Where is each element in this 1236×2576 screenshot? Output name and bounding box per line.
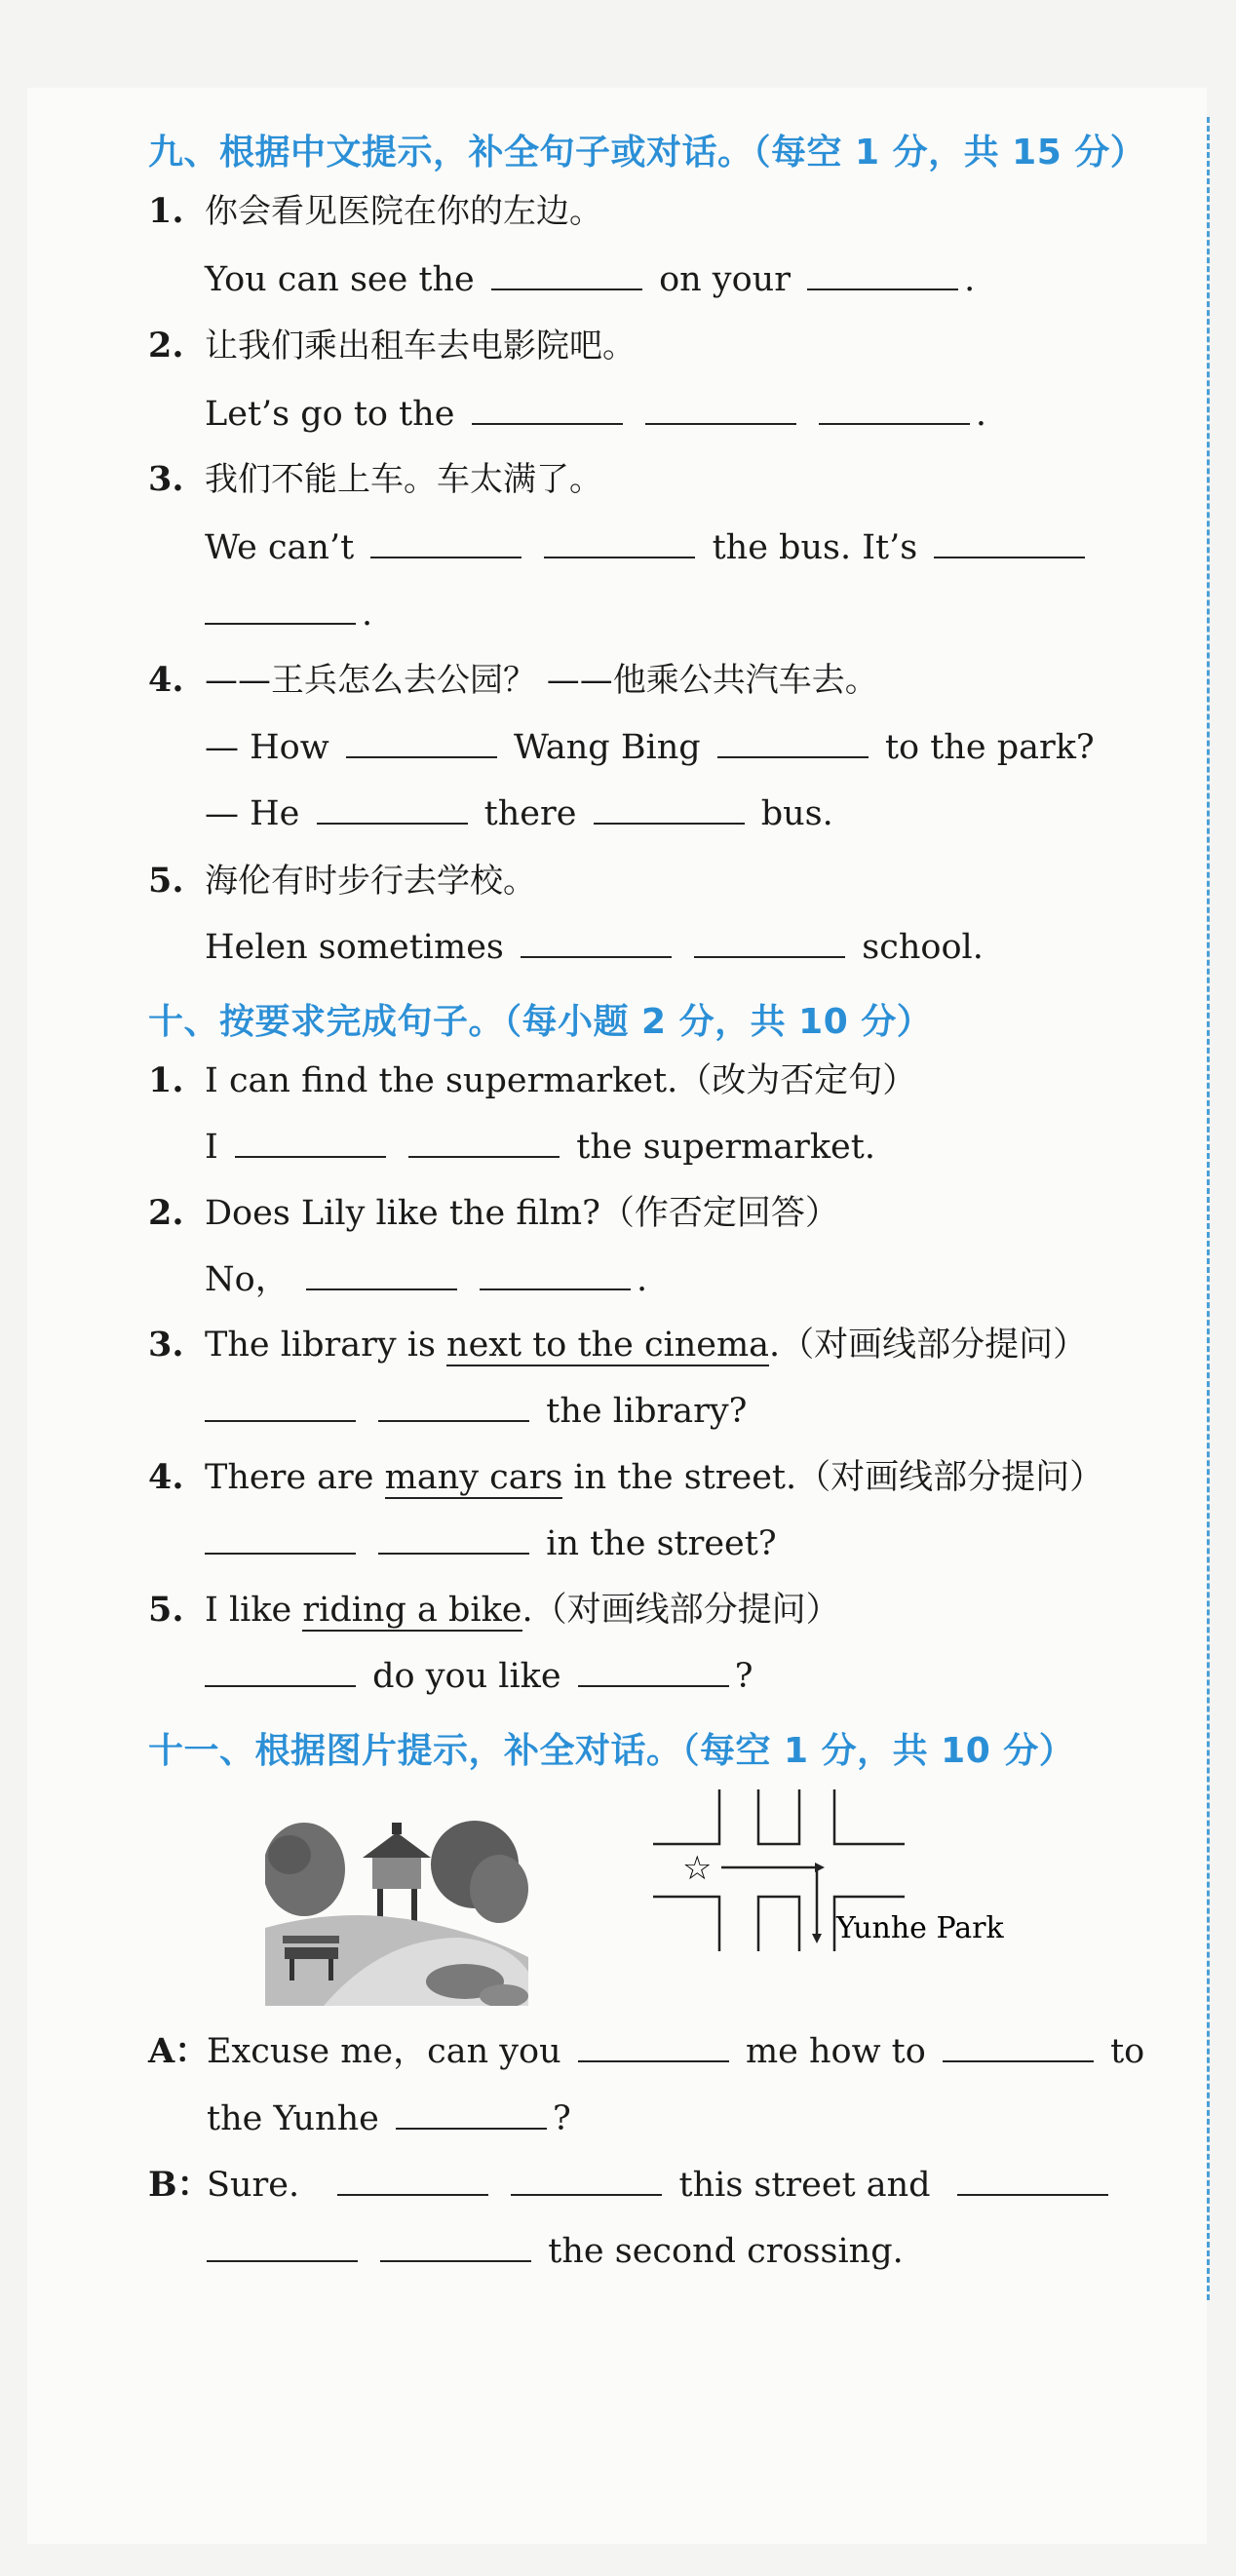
dialogue-line-a-cont — [207, 2097, 571, 2140]
sentence-text: in the street.（对画线部分提问） — [573, 1458, 1104, 1497]
answer-blank[interactable] — [511, 2165, 662, 2196]
answer-blank[interactable] — [378, 1523, 529, 1555]
answer-blank[interactable] — [807, 259, 958, 290]
answer-blank[interactable] — [594, 793, 745, 825]
item-number: 2. — [148, 326, 184, 365]
answer-blank[interactable] — [205, 1391, 356, 1422]
answer-blank[interactable] — [578, 1656, 729, 1687]
english-sentence — [205, 526, 1091, 569]
speaker-b-label: B： — [148, 2165, 212, 2205]
answer-blank[interactable] — [544, 527, 695, 558]
answer-blank[interactable] — [205, 1656, 356, 1687]
answer-blank[interactable] — [317, 793, 468, 825]
item-number: 5. — [148, 1590, 184, 1630]
section-11-title: 十一、根据图片提示，补全对话。（每空 1 分，共 10 分） — [148, 1731, 1075, 1771]
sentence-text: You can see the — [205, 260, 475, 299]
sentence-text: ? — [734, 1657, 753, 1696]
chinese-prompt: ——王兵怎么去公园？ ——他乘公共汽车去。 — [205, 661, 878, 700]
answer-line — [205, 1390, 747, 1433]
map-label-yunhe-park: Yunhe Park — [836, 1911, 1004, 1945]
item-number: 3. — [148, 1325, 184, 1365]
section-9-title: 九、根据中文提示，补全句子或对话。（每空 1 分，共 15 分） — [148, 133, 1146, 173]
route-map — [643, 1789, 1033, 1961]
dialogue-text: to — [1110, 2032, 1145, 2071]
answer-blank[interactable] — [306, 1259, 457, 1290]
dialogue-line-a — [207, 2030, 1144, 2073]
underlined-phrase: next to the cinema — [446, 1326, 770, 1365]
dialogue-text: Sure. — [207, 2166, 300, 2205]
dialogue-text: Excuse me，can you — [207, 2032, 561, 2071]
sentence-text: . — [975, 395, 986, 434]
answer-blank[interactable] — [819, 394, 970, 425]
sentence-text: — How — [205, 728, 329, 767]
sentence-text: the supermarket. — [576, 1128, 875, 1167]
answer-blank[interactable] — [346, 727, 497, 758]
sentence-text: Let’s go to the — [205, 395, 455, 434]
answer-blank[interactable] — [205, 594, 356, 625]
chinese-prompt: 海伦有时步行去学校。 — [205, 862, 536, 901]
chinese-prompt: 你会看见医院在你的左边。 — [205, 192, 602, 231]
dialogue-text: the second crossing. — [548, 2232, 904, 2271]
sentence-text: Helen sometimes — [205, 928, 504, 967]
item-number: 4. — [148, 1457, 184, 1497]
question-sentence — [205, 1589, 840, 1632]
sentence-text: . — [964, 260, 976, 299]
english-sentence — [205, 258, 975, 301]
answer-line — [205, 1126, 875, 1169]
sentence-text: school. — [862, 928, 984, 967]
sentence-text: . — [636, 1260, 648, 1299]
question-sentence — [205, 1456, 1103, 1499]
sentence-text: . — [362, 595, 373, 634]
sentence-text: in the street? — [546, 1524, 777, 1563]
chinese-prompt: 让我们乘出租车去电影院吧。 — [205, 327, 636, 365]
sentence-text: I — [205, 1128, 218, 1167]
question-sentence — [205, 1324, 1087, 1366]
sentence-text: bus. — [760, 794, 833, 833]
section-10-title: 十、按要求完成句子。（每小题 2 分，共 10 分） — [148, 1002, 933, 1042]
english-sentence — [205, 393, 986, 436]
answer-blank[interactable] — [205, 1523, 356, 1555]
sentence-text: the bus. It’s — [712, 528, 918, 567]
answer-blank[interactable] — [235, 1127, 386, 1158]
sentence-text: do you like — [372, 1657, 561, 1696]
sentence-text: Wang Bing — [513, 728, 701, 767]
underlined-phrase: riding a bike — [302, 1591, 522, 1630]
sentence-text: — He — [205, 794, 300, 833]
sentence-text: .（对画线部分提问） — [521, 1591, 840, 1630]
answer-blank[interactable] — [337, 2165, 488, 2196]
answer-blank[interactable] — [934, 527, 1085, 558]
english-sentence — [205, 926, 984, 969]
answer-blank[interactable] — [480, 1259, 631, 1290]
dialogue-line-b — [207, 2164, 1114, 2207]
dialogue-line-b-cont — [207, 2230, 904, 2273]
item-number: 1. — [148, 1060, 184, 1100]
star-icon: ☆ — [682, 1849, 713, 1888]
answer-blank[interactable] — [521, 927, 672, 958]
english-sentence-cont — [205, 593, 372, 635]
answer-line — [205, 1258, 647, 1301]
item-number: 3. — [148, 459, 184, 499]
answer-blank[interactable] — [207, 2231, 358, 2262]
dialogue-text: me how to — [745, 2032, 926, 2071]
question-sentence: I can find the supermarket.（改为否定句） — [205, 1061, 917, 1100]
item-number: 2. — [148, 1193, 184, 1233]
sentence-text: No， — [205, 1260, 290, 1299]
sentence-text: there — [483, 794, 577, 833]
answer-line — [205, 1522, 777, 1565]
item-number: 4. — [148, 660, 184, 700]
answer-blank[interactable] — [694, 927, 845, 958]
speaker-a-label: A： — [148, 2031, 210, 2071]
item-number: 1. — [148, 191, 184, 231]
answer-blank[interactable] — [578, 2031, 729, 2062]
sentence-text: I like — [205, 1591, 292, 1630]
underlined-phrase: many cars — [384, 1458, 563, 1497]
answer-blank[interactable] — [957, 2165, 1108, 2196]
english-sentence — [205, 792, 833, 835]
sentence-text: The library is — [205, 1326, 436, 1365]
answer-blank[interactable] — [717, 727, 869, 758]
sentence-text: the library? — [546, 1392, 748, 1431]
chinese-prompt: 我们不能上车。车太满了。 — [205, 460, 602, 499]
answer-blank[interactable] — [408, 1127, 560, 1158]
answer-blank[interactable] — [943, 2031, 1094, 2062]
answer-line — [205, 1655, 753, 1698]
right-dashed-border — [1207, 117, 1210, 2300]
answer-blank[interactable] — [380, 2231, 531, 2262]
answer-blank[interactable] — [491, 259, 642, 290]
sentence-text: We can’t — [205, 528, 355, 567]
answer-blank[interactable] — [472, 394, 623, 425]
item-number: 5. — [148, 861, 184, 901]
answer-blank[interactable] — [396, 2098, 547, 2130]
answer-blank[interactable] — [645, 394, 796, 425]
sentence-text: to the park? — [884, 728, 1095, 767]
sentence-text: on your — [659, 260, 791, 299]
dialogue-text: this street and — [678, 2166, 931, 2205]
sentence-text: There are — [205, 1458, 374, 1497]
dialogue-text: ? — [553, 2099, 571, 2138]
dialogue-text: the Yunhe — [207, 2099, 379, 2138]
english-sentence — [205, 726, 1095, 769]
answer-blank[interactable] — [370, 527, 521, 558]
sentence-text: .（对画线部分提问） — [769, 1326, 1088, 1365]
question-sentence: Does Lily like the film?（作否定回答） — [205, 1194, 839, 1233]
park-illustration — [265, 1811, 528, 2006]
answer-blank[interactable] — [378, 1391, 529, 1422]
